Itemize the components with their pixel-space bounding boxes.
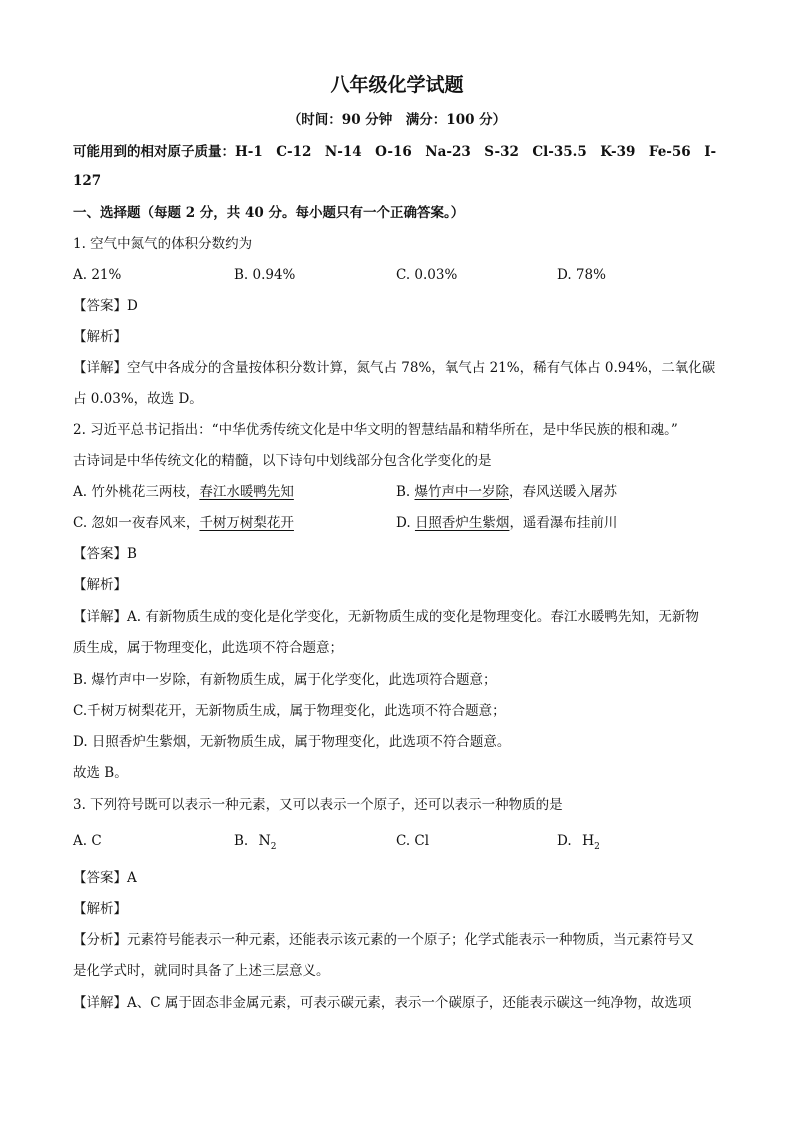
q2-option-b-underlined: 爆竹声中一岁除	[414, 484, 510, 500]
q3-answer: 【答案】A	[73, 870, 137, 886]
q2-stem-line2: 古诗词是中华传统文化的精髓，以下诗句中划线部分包含化学变化的是	[73, 453, 492, 469]
q3-option-b-label: B.	[234, 833, 249, 849]
q3-option-d-subscript: 2	[594, 842, 600, 852]
q3-option-a: A. C	[73, 833, 102, 849]
q1-detail-line1: 【详解】空气中各成分的含量按体积分数计算，氮气占 78%，氧气占 21%，稀有气体占 0.94%，二氧化碳	[73, 360, 716, 376]
q2-option-d-underlined: 日照香炉生紫烟	[414, 515, 510, 531]
q1-stem: 1. 空气中氮气的体积分数约为	[73, 236, 253, 252]
q1-option-b: B. 0.94%	[234, 267, 296, 283]
q2-option-a-underlined: 春江水暖鸭先知	[199, 484, 294, 500]
q3-option-d-symbol: H	[581, 833, 595, 849]
section-heading: 一、选择题（每题 2 分，共 40 分。每小题只有一个正确答案。）	[73, 205, 465, 221]
q3-stem: 3. 下列符号既可以表示一种元素，又可以表示一个原子，还可以表示一种物质的是	[73, 797, 563, 813]
q3-option-b	[234, 831, 277, 857]
q3-option-c: C. Cl	[396, 833, 430, 849]
q2-option-b-prefix: B.	[396, 484, 415, 500]
q2-option-c-prefix: C. 忽如一夜春风来，	[73, 515, 200, 531]
q2-option-b	[396, 482, 617, 502]
q2-detail-line5: D. 日照香炉生紫烟，无新物质生成，属于物理变化，此选项不符合题意。	[73, 734, 511, 750]
exam-time-score: （时间：90 分钟 满分：100 分）	[287, 112, 507, 128]
q2-detail-line1: 【详解】A. 有新物质生成的变化是化学变化，无新物质生成的变化是物理变化。春江水暖鸭先知，无新物	[73, 609, 699, 625]
q2-analysis: 【解析】	[73, 577, 127, 593]
q2-option-c	[73, 513, 294, 533]
q2-option-c-underlined: 千树万树梨花开	[199, 515, 294, 531]
q1-option-d: D. 78%	[557, 267, 606, 283]
q2-detail-line6: 故选 B。	[73, 765, 128, 781]
q1-analysis: 【解析】	[73, 329, 127, 345]
q2-answer: 【答案】B	[73, 546, 137, 562]
q2-option-d-suffix: ，遥看瀑布挂前川	[509, 515, 618, 531]
q3-fenxi-line1: 【分析】元素符号能表示一种元素，还能表示该元素的一个原子；化学式能表示一种物质，当元素符号又	[73, 932, 694, 948]
q2-stem-line1: 2. 习近平总书记指出：“中华优秀传统文化是中华文明的智慧结晶和精华所在，是中华民族的根和魂。”	[73, 422, 678, 438]
q2-option-b-suffix: ，春风送暖入屠苏	[509, 484, 618, 500]
q3-option-d-label: D.	[557, 833, 572, 849]
exam-title: 八年级化学试题	[330, 74, 464, 96]
q1-answer: 【答案】D	[73, 298, 138, 314]
atomic-masses-line1: 可能用到的相对原子质量：H-1 C-12 N-14 O-16 Na-23 S-32 Cl-35.5 K-39 Fe-56 I-	[73, 144, 717, 160]
q2-option-a	[73, 482, 294, 502]
q3-option-b-symbol: N	[258, 833, 271, 849]
q2-detail-line4: C.千树万树梨花开，无新物质生成，属于物理变化，此选项不符合题意；	[73, 703, 506, 719]
q1-option-c: C. 0.03%	[396, 267, 458, 283]
q3-fenxi-line2: 是化学式时，就同时具备了上述三层意义。	[73, 963, 330, 979]
q2-option-d	[396, 513, 617, 533]
q3-option-b-subscript: 2	[270, 842, 277, 852]
q3-detail-line1: 【详解】A、C 属于固态非金属元素，可表示碳元素，表示一个碳原子，还能表示碳这一纯净物，故选项	[73, 995, 692, 1011]
q2-option-d-prefix: D.	[396, 515, 415, 531]
q3-analysis: 【解析】	[73, 901, 127, 917]
q1-detail-line2: 占 0.03%，故选 D。	[73, 391, 203, 407]
q3-option-d	[557, 831, 600, 857]
q2-detail-line3: B. 爆竹声中一岁除，有新物质生成，属于化学变化，此选项符合题意；	[73, 672, 497, 688]
atomic-masses-line2: 127	[73, 173, 102, 189]
q2-detail-line2: 质生成，属于物理变化，此选项不符合题意；	[73, 640, 343, 656]
q2-option-a-prefix: A. 竹外桃花三两枝，	[73, 484, 200, 500]
q1-option-a: A. 21%	[73, 267, 122, 283]
